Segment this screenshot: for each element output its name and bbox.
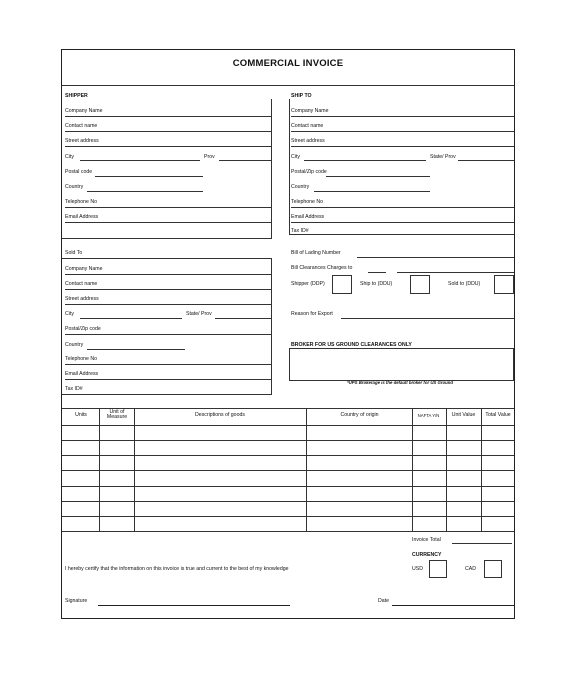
shipper-email-label: Email Address bbox=[65, 214, 99, 220]
shipper-prov-label: Prov bbox=[204, 154, 215, 160]
shipper-bottom-border bbox=[62, 238, 272, 239]
shipper-country-label: Country bbox=[65, 184, 84, 190]
table-col-divider bbox=[412, 408, 413, 531]
sold-to-street-field[interactable] bbox=[65, 304, 271, 305]
shipper-heading: SHIPPER bbox=[65, 93, 88, 99]
shipper-contact-label: Contact name bbox=[65, 123, 98, 129]
sold-to-country-field[interactable] bbox=[87, 349, 185, 350]
ship-to-city-field[interactable] bbox=[304, 160, 426, 161]
shipper-company-field[interactable] bbox=[65, 116, 271, 117]
sold-to-city-label: City bbox=[65, 311, 74, 317]
table-header-unit-value: Unit Value bbox=[451, 412, 476, 418]
ship-to-postal-field[interactable] bbox=[326, 176, 430, 177]
table-col-divider bbox=[481, 408, 482, 531]
clearance-charges-label: Bill Clearances Charges to bbox=[291, 265, 353, 271]
table-header-nafta: NAFTA Y/N bbox=[417, 413, 440, 418]
ship-to-left-border bbox=[289, 99, 290, 234]
sold-to-company-label: Company Name bbox=[65, 266, 103, 272]
invoice-total-field[interactable] bbox=[452, 543, 512, 544]
table-header-country: Country of origin bbox=[340, 412, 379, 418]
broker-note: *UPS Brokerage is the default broker for US Ground bbox=[347, 380, 454, 385]
currency-label: CURRENCY bbox=[412, 552, 442, 558]
page-title: COMMERCIAL INVOICE bbox=[232, 58, 344, 69]
ship-to-ddu-checkbox[interactable] bbox=[410, 275, 430, 294]
shipper-email-field[interactable] bbox=[65, 222, 271, 223]
clearance-charges-field[interactable] bbox=[368, 272, 386, 273]
title-divider bbox=[62, 85, 514, 86]
bill-of-lading-label: Bill of Lading Number bbox=[291, 250, 341, 256]
invoice-sheet bbox=[61, 49, 515, 619]
table-header-units: Units bbox=[75, 412, 87, 418]
ship-to-ddu-label: Ship to (DDU) bbox=[360, 281, 393, 287]
broker-label: BROKER FOR US GROUND CLEARANCES ONLY bbox=[291, 342, 412, 348]
shipper-street-label: Street address bbox=[65, 138, 99, 144]
table-header-total-value: Total Value bbox=[485, 412, 511, 418]
date-label: Date bbox=[378, 598, 389, 604]
usd-checkbox[interactable] bbox=[429, 560, 447, 578]
shipper-country-field[interactable] bbox=[87, 191, 203, 192]
sold-to-city-field[interactable] bbox=[80, 318, 182, 319]
ship-to-state-label: State/ Prov bbox=[430, 154, 456, 160]
sold-to-company-field[interactable] bbox=[65, 274, 271, 275]
shipper-telephone-field[interactable] bbox=[65, 207, 271, 208]
sold-to-bottom-border bbox=[62, 394, 272, 395]
table-header-unit-measure: Unit of Measure bbox=[106, 409, 128, 421]
sold-to-street-label: Street address bbox=[65, 296, 99, 302]
shipper-postal-field[interactable] bbox=[95, 176, 203, 177]
sold-to-postal-label: Postal/Zip code bbox=[65, 326, 101, 332]
shipper-telephone-label: Telephone No bbox=[65, 199, 98, 205]
sold-to-state-label: State/ Prov bbox=[186, 311, 212, 317]
ship-to-street-field[interactable] bbox=[291, 146, 514, 147]
cad-label: CAD bbox=[465, 566, 476, 572]
certification-text: I hereby certify that the information on this invoice is true and current to the best of my knowledge bbox=[65, 566, 289, 572]
shipper-contact-field[interactable] bbox=[65, 131, 271, 132]
shipper-ddp-label: Shipper (DDP) bbox=[291, 281, 325, 287]
shipper-ddp-checkbox[interactable] bbox=[332, 275, 352, 294]
shipper-city-label: City bbox=[65, 154, 74, 160]
sold-to-state-field[interactable] bbox=[215, 318, 271, 319]
sold-to-telephone-label: Telephone No bbox=[65, 356, 98, 362]
table-bottom-border bbox=[62, 531, 514, 532]
sold-to-telephone-field[interactable] bbox=[65, 364, 271, 365]
sold-to-top-border bbox=[62, 258, 272, 259]
shipper-street-field[interactable] bbox=[65, 146, 271, 147]
reason-export-label: Reason for Export bbox=[291, 311, 333, 317]
reason-export-field[interactable] bbox=[341, 318, 514, 319]
ship-to-bottom-border bbox=[289, 234, 514, 235]
sold-to-ddu-checkbox[interactable] bbox=[494, 275, 514, 294]
table-header-description: Descriptions of goods bbox=[195, 412, 245, 418]
ship-to-email-label: Email Address bbox=[291, 214, 325, 220]
ship-to-city-label: City bbox=[291, 154, 300, 160]
shipper-city-field[interactable] bbox=[80, 160, 200, 161]
table-col-divider bbox=[134, 408, 135, 531]
ship-to-street-label: Street address bbox=[291, 138, 325, 144]
usd-label: USD bbox=[412, 566, 423, 572]
shipper-postal-label: Postal code bbox=[65, 169, 93, 175]
sold-to-postal-field[interactable] bbox=[65, 334, 271, 335]
shipper-company-label: Company Name bbox=[65, 108, 103, 114]
table-col-divider bbox=[306, 408, 307, 531]
ship-to-state-field[interactable] bbox=[458, 160, 514, 161]
shipper-prov-field[interactable] bbox=[219, 160, 271, 161]
clearance-charges-field-2[interactable] bbox=[397, 272, 514, 273]
ship-to-company-label: Company Name bbox=[291, 108, 329, 114]
sold-to-email-label: Email Address bbox=[65, 371, 99, 377]
ship-to-company-field[interactable] bbox=[291, 116, 514, 117]
ship-to-contact-field[interactable] bbox=[291, 131, 514, 132]
shipper-right-border bbox=[271, 99, 272, 238]
ship-to-country-field[interactable] bbox=[314, 191, 430, 192]
sold-to-country-label: Country bbox=[65, 342, 84, 348]
bill-of-lading-field[interactable] bbox=[357, 257, 514, 258]
signature-field[interactable] bbox=[98, 605, 290, 606]
ship-to-email-field[interactable] bbox=[291, 222, 514, 223]
sold-to-tax-label: Tax ID# bbox=[65, 386, 83, 392]
cad-checkbox[interactable] bbox=[484, 560, 502, 578]
ship-to-telephone-label: Telephone No bbox=[291, 199, 324, 205]
sold-to-heading: Sold To bbox=[65, 250, 83, 256]
ship-to-telephone-field[interactable] bbox=[291, 207, 514, 208]
sold-to-right-border bbox=[271, 258, 272, 394]
date-field[interactable] bbox=[392, 605, 514, 606]
ship-to-contact-label: Contact name bbox=[291, 123, 324, 129]
sold-to-contact-field[interactable] bbox=[65, 289, 271, 290]
ship-to-heading: SHIP TO bbox=[291, 93, 312, 99]
ship-to-postal-label: Postal/Zip code bbox=[291, 169, 327, 175]
ship-to-tax-label: Tax ID# bbox=[291, 228, 309, 234]
ship-to-country-label: Country bbox=[291, 184, 310, 190]
table-col-divider bbox=[99, 408, 100, 531]
sold-to-email-field[interactable] bbox=[65, 379, 271, 380]
broker-field[interactable] bbox=[289, 348, 514, 381]
sold-to-contact-label: Contact name bbox=[65, 281, 98, 287]
sold-to-ddu-label: Sold to (DDU) bbox=[448, 281, 481, 287]
table-col-divider bbox=[446, 408, 447, 531]
invoice-total-label: Invoice Total bbox=[412, 537, 441, 543]
signature-label: Signature bbox=[65, 598, 88, 604]
